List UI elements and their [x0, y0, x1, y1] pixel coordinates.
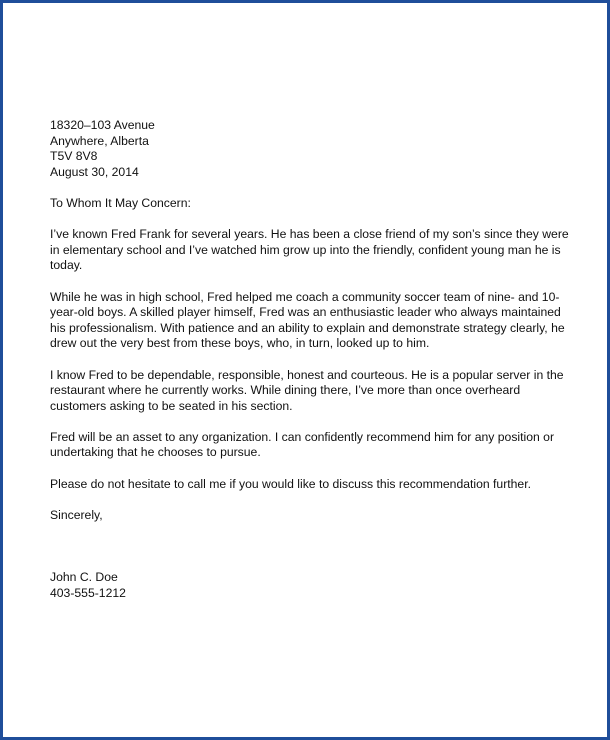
- signer-phone: 403-555-1212: [50, 585, 126, 600]
- body-paragraph-3: I know Fred to be dependable, responsible, honest and courteous. He is a popular server in the restaurant where he currently works. While dining there, I’ve more than once overheard customers asking to be seated in his section.: [50, 367, 564, 413]
- signer-name: John C. Doe: [50, 570, 118, 585]
- address-street: 18320–103 Avenue: [50, 118, 155, 132]
- signature-block: [50, 570, 570, 601]
- closing: Sincerely,: [50, 507, 103, 522]
- address-city: Anywhere, Alberta: [50, 133, 149, 148]
- sender-address-block: [50, 118, 570, 180]
- body-paragraph-4: Fred will be an asset to any organization. I can confidently recommend him for any position or undertaking that he chooses to pursue.: [50, 429, 555, 460]
- body-paragraph-2: While he was in high school, Fred helped me coach a community soccer team of nine- and 10-year-old boys. A skilled player himself, Fred was an enthusiastic leader who always maintained his professionalism. With patience and an ability to explain and demonstrate strategy clearly, he drew out the very best from these boys, who, in turn, looked up to him.: [50, 289, 565, 351]
- body-paragraph-1: I’ve known Fred Frank for several years. He has been a close friend of my son’s since they were in elementary school and I’ve watched him grow up into the friendly, confident young man he is today.: [50, 227, 569, 273]
- salutation: To Whom It May Concern:: [50, 195, 191, 210]
- letter-date: August 30, 2014: [50, 164, 139, 179]
- address-postal-code: T5V 8V8: [50, 149, 98, 164]
- recommendation-letter: [50, 118, 570, 601]
- body-paragraph-5: Please do not hesitate to call me if you would like to discuss this recommendation further.: [50, 476, 531, 491]
